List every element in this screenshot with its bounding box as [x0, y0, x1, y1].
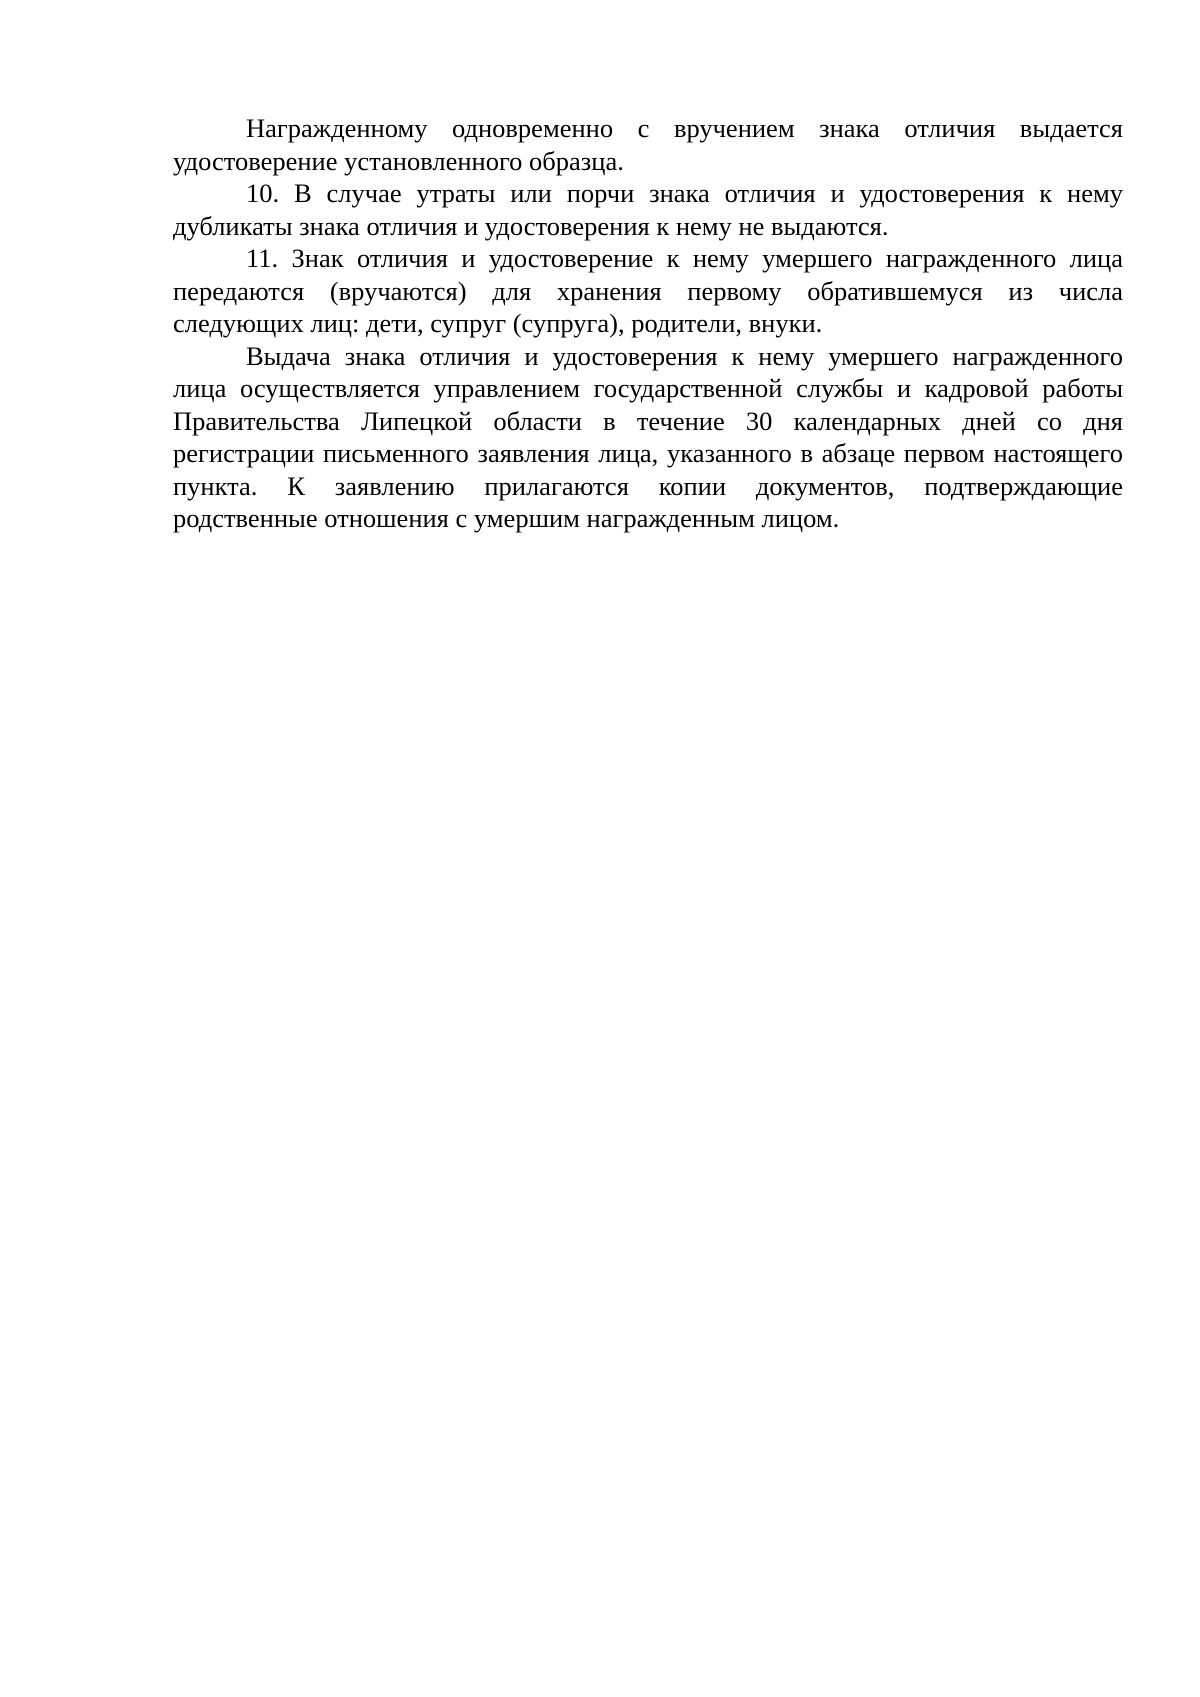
document-body [173, 112, 1123, 535]
paragraph-certificate-issue: Награжденному одновременно с вручением знака отличия выдается удостоверение установленного образца. [173, 113, 1123, 176]
paragraph-issuance-procedure: Выдача знака отличия и удостоверения к нему умершего награжденного лица осуществляется управлением государственной службы и кадровой работы Правительства Липецкой области в течение 30 календарных дней со дня регистрации письменного заявления лица, указанного в абзаце первом настоящего пункта. К заявлению прилагаются копии документов, подтверждающие родственные отношения с умершим награжденным лицом. [173, 340, 1123, 533]
paragraph-10-loss-damage: 10. В случае утраты или порчи знака отличия и удостоверения к нему дубликаты знака отличия и удостоверения к нему не выдаются. [173, 178, 1123, 241]
paragraph-11-transfer: 11. Знак отличия и удостоверение к нему умершего награжденного лица передаются (вручаются) для хранения первому обратившемуся из числа следующих лиц: дети, супруг (супруга), родители, внуки. [173, 243, 1123, 338]
